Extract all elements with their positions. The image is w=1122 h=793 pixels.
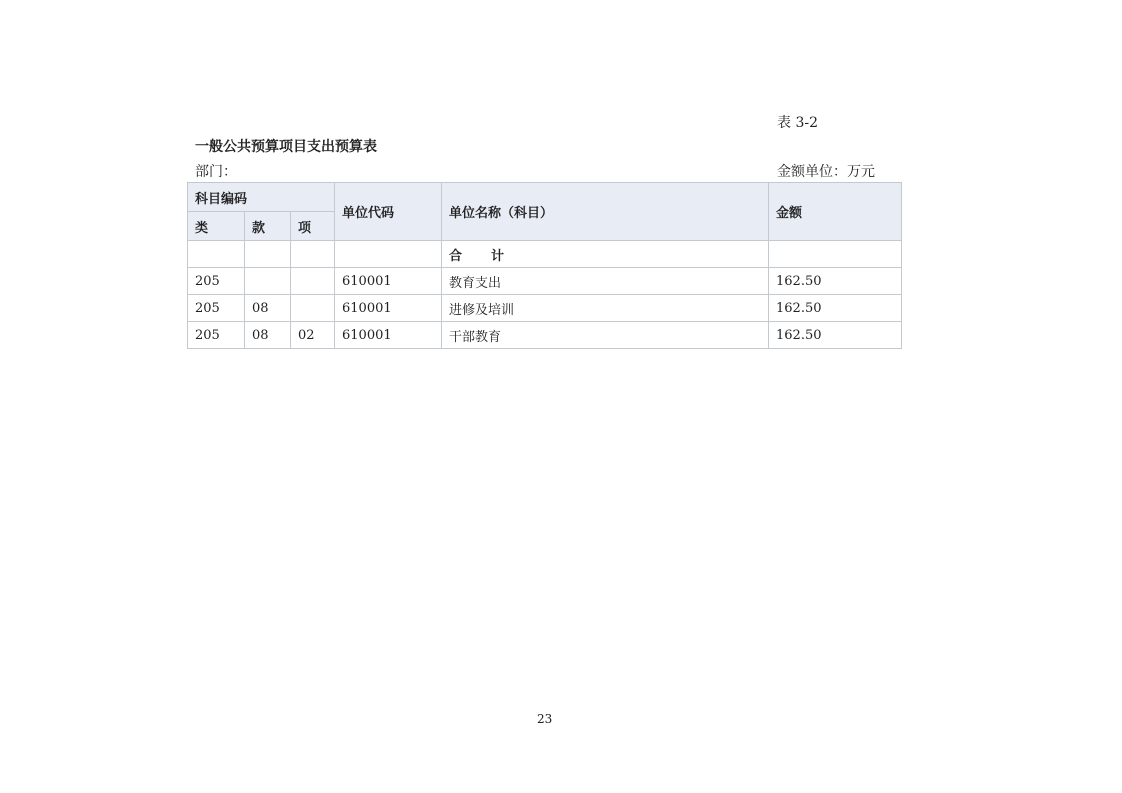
amount-unit-label: 金额单位：万元 [777,164,875,180]
cell-lei: 205 [188,295,245,322]
budget-table [187,182,902,349]
table-header-row [188,183,902,212]
cell-xiang [291,295,335,322]
cell-kuan [245,268,291,295]
total-xiang [291,241,335,268]
cell-unit-code: 610001 [335,322,442,349]
cell-amount: 162.50 [769,295,902,322]
total-label-part1: 合 [449,248,463,264]
table-row [188,322,902,349]
header-subject-code: 科目编码 [188,183,335,212]
total-label-part2: 计 [491,248,505,264]
cell-unit-name: 进修及培训 [442,295,769,322]
total-amount [769,241,902,268]
header-amount: 金额 [769,183,902,241]
total-kuan [245,241,291,268]
cell-amount: 162.50 [769,268,902,295]
cell-amount: 162.50 [769,322,902,349]
header-unit-name: 单位名称（科目） [442,183,769,241]
table-number: 表 3-2 [777,115,818,131]
cell-unit-name: 教育支出 [442,268,769,295]
cell-lei: 205 [188,268,245,295]
total-unit-code [335,241,442,268]
page-number: 23 [537,712,553,726]
table-row [188,295,902,322]
header-xiang: 项 [291,212,335,241]
cell-unit-code: 610001 [335,295,442,322]
cell-kuan: 08 [245,322,291,349]
table-row [188,268,902,295]
header-lei: 类 [188,212,245,241]
total-label [442,241,769,268]
total-lei [188,241,245,268]
cell-xiang [291,268,335,295]
cell-kuan: 08 [245,295,291,322]
header-unit-code: 单位代码 [335,183,442,241]
cell-unit-name: 干部教育 [442,322,769,349]
cell-unit-code: 610001 [335,268,442,295]
page-title: 一般公共预算项目支出预算表 [195,139,377,155]
cell-xiang: 02 [291,322,335,349]
department-label: 部门： [195,164,237,180]
cell-lei: 205 [188,322,245,349]
header-kuan: 款 [245,212,291,241]
total-row [188,241,902,268]
